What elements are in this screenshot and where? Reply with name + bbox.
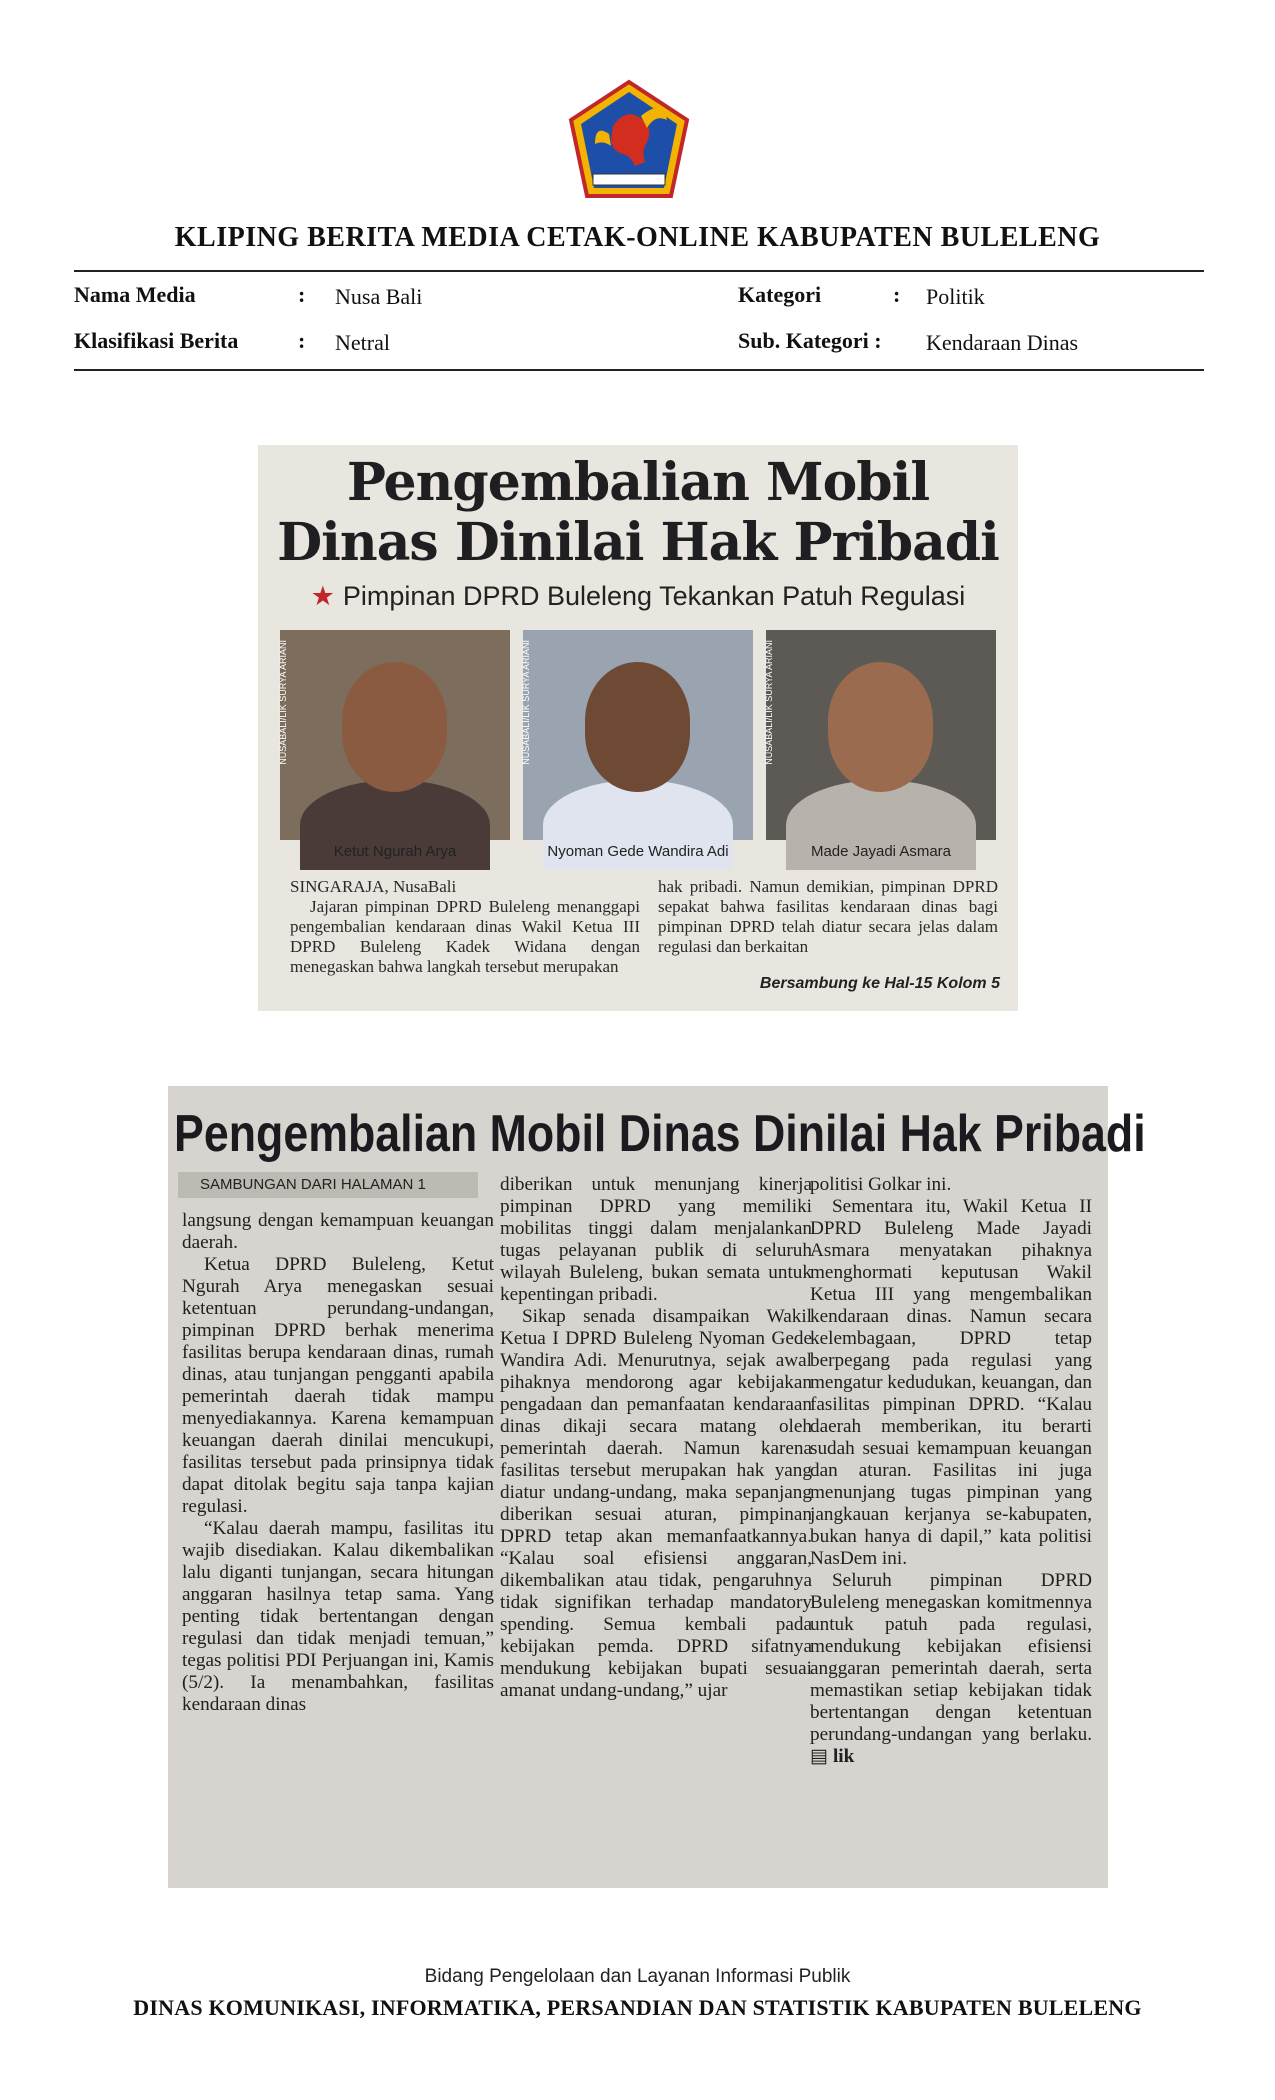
clipping1-column-1 [290,877,640,977]
photo-figure-head [585,662,690,792]
kategori-value: Politik [926,284,985,309]
dateline: SINGARAJA, NusaBali [290,877,457,896]
photo-credit: NUSABALI/LIK SURYA ARIANI [764,640,774,765]
photo-nyoman-gede-wandira-adi [523,630,753,840]
subkategori-label: Sub. Kategori : [738,328,882,353]
kategori-colon: : [893,282,901,307]
media-label: Nama Media [74,282,196,307]
paragraph: diberikan untuk menunjang kinerja pimpinan DPRD yang memiliki mobilitas tinggi dalam menjalankan tugas pelayanan publik di seluruh wilayah Buleleng, bukan semata untuk kepentingan pribadi. [500,1174,812,1305]
photo-figure-head [342,662,447,792]
continuation-clipping [168,1086,1146,1888]
media-colon: : [298,282,306,307]
paragraph: Sikap senada disampaikan Wakil Ketua I DPRD Buleleng Nyoman Gede Wandira Adi. Menurutnya, sejak awal pihaknya mendorong agar kebijakan pengadaan dan pemanfaatan kendaraan dinas dikaji secara matang oleh pemerintah daerah. Namun karena fasilitas tersebut merupakan hak yang diatur undang-undang, maka sepanjang diberikan sesuai aturan, pimpinan DPRD tetap akan memanfaatkannya. “Kalau soal efisiensi anggaran, dikembalikan atau tidak, pengaruhnya tidak signifikan terhadap mandatory spending. Semua kembali pada kebijakan pemda. DPRD sifatnya mendukung kebijakan bupati sesuai amanat undang-undang,” ujar [500,1306,812,1701]
clipping2-column-1 [182,1210,494,1716]
klasifikasi-colon: : [298,328,306,353]
photo-caption: Made Jayadi Asmara [810,843,952,860]
regency-emblem-logo [563,76,695,206]
subheadline-text: Pimpinan DPRD Buleleng Tekankan Patuh Regulasi [342,581,966,611]
footer-division: Bidang Pengelolaan dan Layanan Informasi Publik [424,1966,851,1987]
clipping1-headline-line1: Pengembalian Mobil [346,452,930,513]
author-initials: lik [832,1746,855,1767]
header-top-rule [74,270,1204,272]
photo-caption: Nyoman Gede Wandira Adi [547,843,729,860]
paragraph: politisi Golkar ini. [810,1174,952,1195]
continued-from-label: SAMBUNGAN DARI HALAMAN 1 [178,1172,478,1198]
paragraph-text: Seluruh pimpinan DPRD Buleleng menegaskan komitmennya untuk patuh pada regulasi, mendukung kebijakan efisiensi anggaran pemerintah daerah, serta memastikan setiap kebijakan tidak bertentangan dengan ketentuan perundang-undangan yang berlaku. [810,1570,1092,1745]
photo-figure-head [828,662,933,792]
photo-credit: NUSABALI/LIK SURYA ARIANI [278,640,288,765]
paragraph: Ketua DPRD Buleleng, Ketut Ngurah Arya menegaskan sesuai ketentuan perundang-undangan, pimpinan DPRD berhak menerima fasilitas berupa kendaraan dinas, rumah dinas, atau tunjangan pengganti apabila pemerintah daerah tidak mampu menyediakannya. Karena kemampuan keuangan daerah dinilai mencukupi, fasilitas tersebut pada prinsipnya tidak dapat ditolak begitu saja tanpa kajian regulasi. [182,1254,494,1517]
end-mark-icon: ▤ [810,1746,829,1767]
document-title: KLIPING BERITA MEDIA CETAK-ONLINE KABUPATEN BULELENG [174,222,1101,253]
paragraph: Sementara itu, Wakil Ketua II DPRD Buleleng Made Jayadi Asmara menyatakan pihaknya menghormati keputusan Wakil Ketua III yang mengembalikan kendaraan dinas. Namun secara kelembagaan, DPRD tetap berpegang pada regulasi yang mengatur kedudukan, keuangan, dan fasilitas pimpinan DPRD. “Kalau daerah memberikan, itu berarti sudah sesuai kemampuan keuangan dan aturan. Fasilitas ini juga menunjang tugas pimpinan yang jangkauan kerjanya se-kabupaten, bukan hanya di dapil,” kata politisi NasDem ini. [810,1196,1092,1569]
star-icon: ★ [310,581,335,611]
paragraph: “Kalau daerah mampu, fasilitas itu wajib disediakan. Kalau dikembalikan lalu diganti tunjangan, secara hitungan anggaran hasilnya tetap sama. Yang penting tidak bertentangan dengan regulasi dan tidak menjadi temuan,” tegas politisi PDI Perjuangan ini, Kamis (5/2). Ia menambahkan, fasilitas kendaraan dinas [182,1518,494,1715]
clipping2-headline: Pengembalian Mobil Dinas Dinilai Hak Pribadi [174,1105,1146,1163]
clipping1-subheadline [258,581,1018,612]
photo-made-jayadi-asmara [766,630,996,840]
klasifikasi-value: Netral [335,330,390,355]
paragraph: langsung dengan kemampuan keuangan daerah. [182,1210,494,1253]
photo-credit: NUSABALI/LIK SURYA ARIANI [521,640,531,765]
subkategori-value: Kendaraan Dinas [926,330,1079,355]
clipping2-column-3 [810,1174,1092,1768]
photo-caption: Ketut Ngurah Arya [333,843,457,860]
paragraph [810,1570,1092,1768]
clipping1-column-2: hak pribadi. Namun demikian, pimpinan DPRD sepakat bahwa fasilitas kendaraan dinas bagi pimpinan DPRD telah diatur secara jelas dalam regulasi dan berkaitan [658,877,998,956]
klasifikasi-label: Klasifikasi Berita [74,328,239,353]
kategori-label: Kategori [738,282,822,307]
lead-paragraph: Jajaran pimpinan DPRD Buleleng menanggapi pengembalian kendaraan dinas Wakil Ketua III DPRD Buleleng Kadek Widana dengan menegaskan bahwa langkah tersebut merupakan [290,897,640,976]
media-value: Nusa Bali [335,284,423,309]
clipping2-column-2 [500,1174,812,1702]
continued-note: Bersambung ke Hal-15 Kolom 5 [759,975,1000,992]
photo-ketut-ngurah-arya [280,630,510,840]
front-page-clipping [258,445,1018,1011]
header-bottom-rule [74,369,1204,371]
footer-agency: DINAS KOMUNIKASI, INFORMATIKA, PERSANDIAN DAN STATISTIK KABUPATEN BULELENG [133,1995,1142,2020]
clipping1-headline-line2: Dinas Dinilai Hak Pribadi [277,512,999,573]
